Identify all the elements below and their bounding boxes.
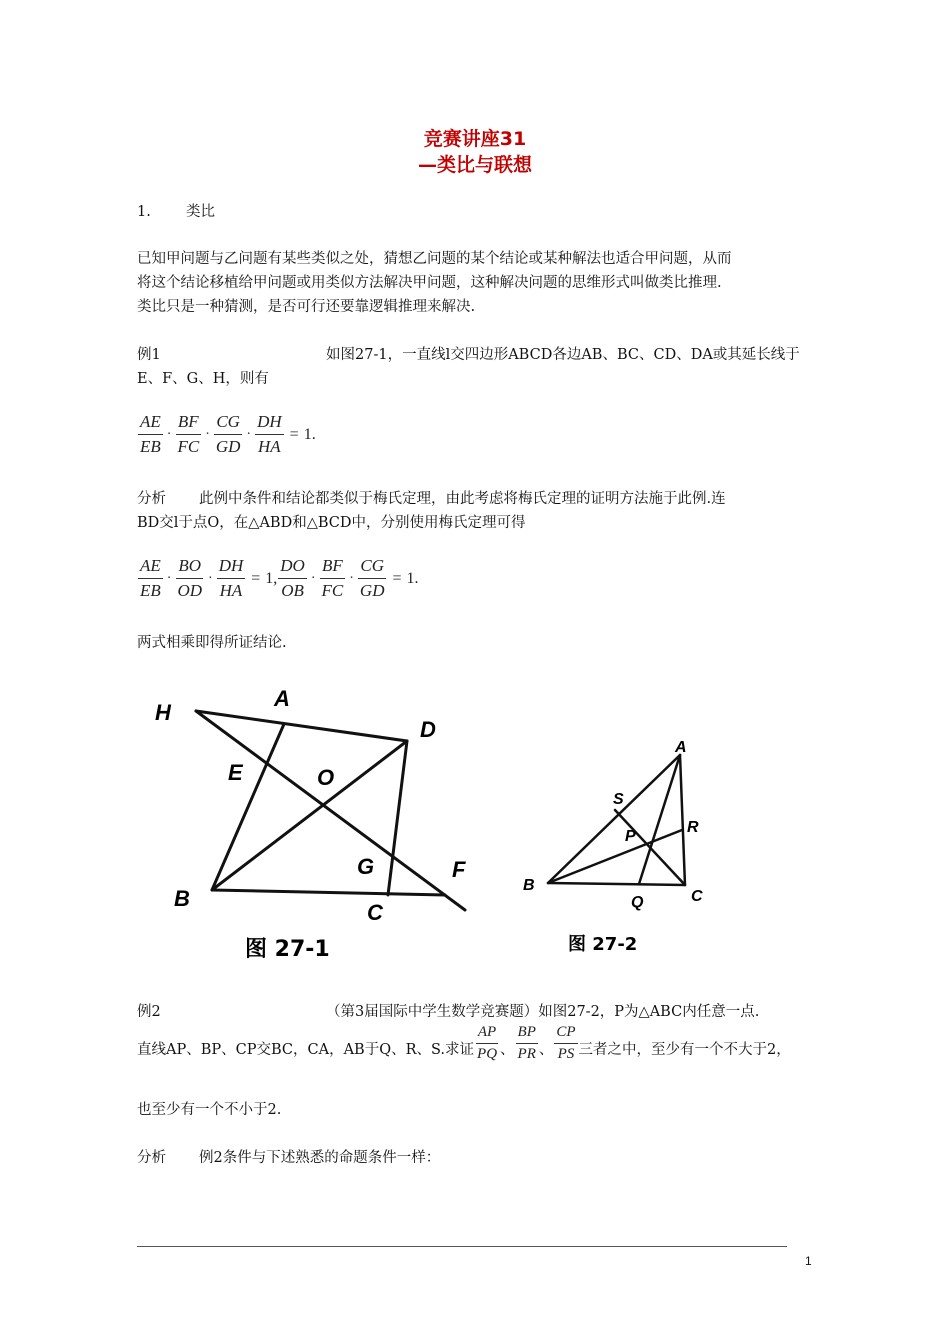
intro-line-2: 将这个结论移植给甲问题或用类似方法解决甲问题，这种解决问题的思维形式叫做类比推理. — [137, 275, 722, 291]
example1-formula: $\frac{AE}{EB}$ · $\frac{BF}{FC}$ · $\frac{CG}{GD}$ · $\frac{DH}{HA}$ = 1. — [140, 412, 316, 456]
cevian-BR — [548, 830, 682, 883]
line-DC — [388, 741, 407, 895]
example2-prefix: 直线AP、BP、CP交BC，CA，AB于Q、R、S.求证 — [137, 1042, 475, 1058]
analysis1-line-1: 此例中条件和结论都类似于梅氏定理，由此考虑将梅氏定理的证明方法施于此例.连 — [199, 491, 726, 507]
example2-line-1: （第3届国际中学生数学竞赛题）如图27-2，P为△ABC内任意一点. — [326, 1004, 760, 1020]
fig2-label-Q: Q — [631, 894, 644, 911]
analysis1-line-2: BD交l于点O，在△ABD和△BCD中，分别使用梅氏定理可得 — [137, 515, 526, 531]
intro-line-3: 类比只是一种猜测，是否可行还要靠逻辑推理来解决. — [137, 299, 476, 315]
fraction: $\frac{AE}{EB}$ — [140, 412, 161, 456]
page-title: 竞赛讲座31 — [423, 128, 527, 150]
analysis2-text: 例2条件与下述熟悉的命题条件一样： — [199, 1150, 441, 1166]
side-AC — [680, 755, 685, 885]
fig2-label-S: S — [613, 791, 624, 808]
fig1-label-H: H — [155, 700, 171, 725]
fig2-label-B: B — [523, 877, 535, 894]
analysis2-label: 分析 — [137, 1150, 166, 1166]
fig1-label-E: E — [228, 760, 243, 785]
fig1-label-A: A — [274, 686, 290, 711]
fraction: $\frac{BO}{OD}$ — [177, 556, 203, 600]
fraction: $\frac{DO}{OB}$ — [280, 556, 305, 600]
example2-suffix: 三者之中，至少有一个不大于2， — [578, 1042, 791, 1058]
fig1-label-G: G — [357, 854, 375, 879]
figure-27-2 — [515, 730, 730, 960]
fig1-label-O: O — [317, 765, 335, 790]
fraction: $\frac{CG}{GD}$ — [215, 412, 241, 456]
fraction: $\frac{DH}{HA}$ — [257, 412, 282, 456]
example2-label: 例2 — [137, 1004, 161, 1020]
fig2-label-C: C — [691, 888, 703, 905]
fraction: $\frac{CG}{GD}$ — [359, 556, 385, 600]
example1-line-1: 如图27-1，一直线l交四边形ABCD各边AB、BC、CD、DA或其延长线于 — [326, 347, 800, 363]
section-number: 1. — [137, 204, 151, 220]
fraction: $\frac{BF}{FC}$ — [321, 556, 344, 600]
fig2-label-R: R — [687, 819, 699, 836]
fig2-label-A: A — [675, 739, 687, 756]
fraction: $\frac{AE}{EB}$ — [140, 556, 161, 600]
side-BC — [548, 883, 685, 885]
fig1-label-B: B — [174, 886, 190, 911]
example2-line-2: 直线AP、BP、CP交BC，CA，AB于Q、R、S.求证 $\frac{AP}{PQ}$ 、 $\frac{BP}{PR}$ 、 $\frac{CP}{PS}$ 三者之中，至少有一个不大于2， — [137, 1024, 791, 1062]
fraction: $\frac{DH}{HA}$ — [218, 556, 244, 600]
page-number: 1 — [805, 1254, 812, 1268]
line-HD — [196, 711, 407, 741]
analysis1-conclusion: 两式相乘即得所证结论. — [137, 635, 287, 651]
example2-line-3: 也至少有一个不小于2. — [137, 1102, 282, 1118]
section-heading: 类比 — [186, 204, 215, 220]
fig2-caption: 图 27-2 — [568, 934, 638, 955]
fig1-label-F: F — [452, 857, 466, 882]
page-subtitle: —类比与联想 — [417, 154, 532, 176]
analysis1-formula: $\frac{AE}{EB}$ · $\frac{BO}{OD}$ · $\frac{DH}{HA}$ = 1, $\frac{DO}{OB}$ · $\frac{BF}{FC}$ · $\frac{CG}{GD}$ = 1. — [140, 556, 419, 600]
fraction: $\frac{CP}{PS}$ — [556, 1024, 576, 1062]
line-BF — [212, 890, 445, 895]
fig1-caption: 图 27-1 — [245, 937, 330, 962]
fraction: $\frac{BP}{PR}$ — [517, 1024, 536, 1062]
fig1-label-C: C — [367, 900, 383, 925]
intro-line-1: 已知甲问题与乙问题有某些类似之处，猜想乙问题的某个结论或某种解法也适合甲问题，从而 — [137, 251, 732, 267]
fig1-label-D: D — [420, 717, 436, 742]
fraction: $\frac{BF}{FC}$ — [177, 412, 200, 456]
analysis1-label: 分析 — [137, 491, 166, 507]
figure-27-1 — [140, 680, 480, 970]
cevian-CS — [615, 810, 685, 885]
example1-label: 例1 — [137, 347, 161, 363]
fraction: $\frac{AP}{PQ}$ — [477, 1024, 498, 1062]
footer-divider — [137, 1246, 787, 1247]
fig2-label-P: P — [625, 828, 636, 845]
example1-line-2: E、F、G、H，则有 — [137, 371, 269, 387]
